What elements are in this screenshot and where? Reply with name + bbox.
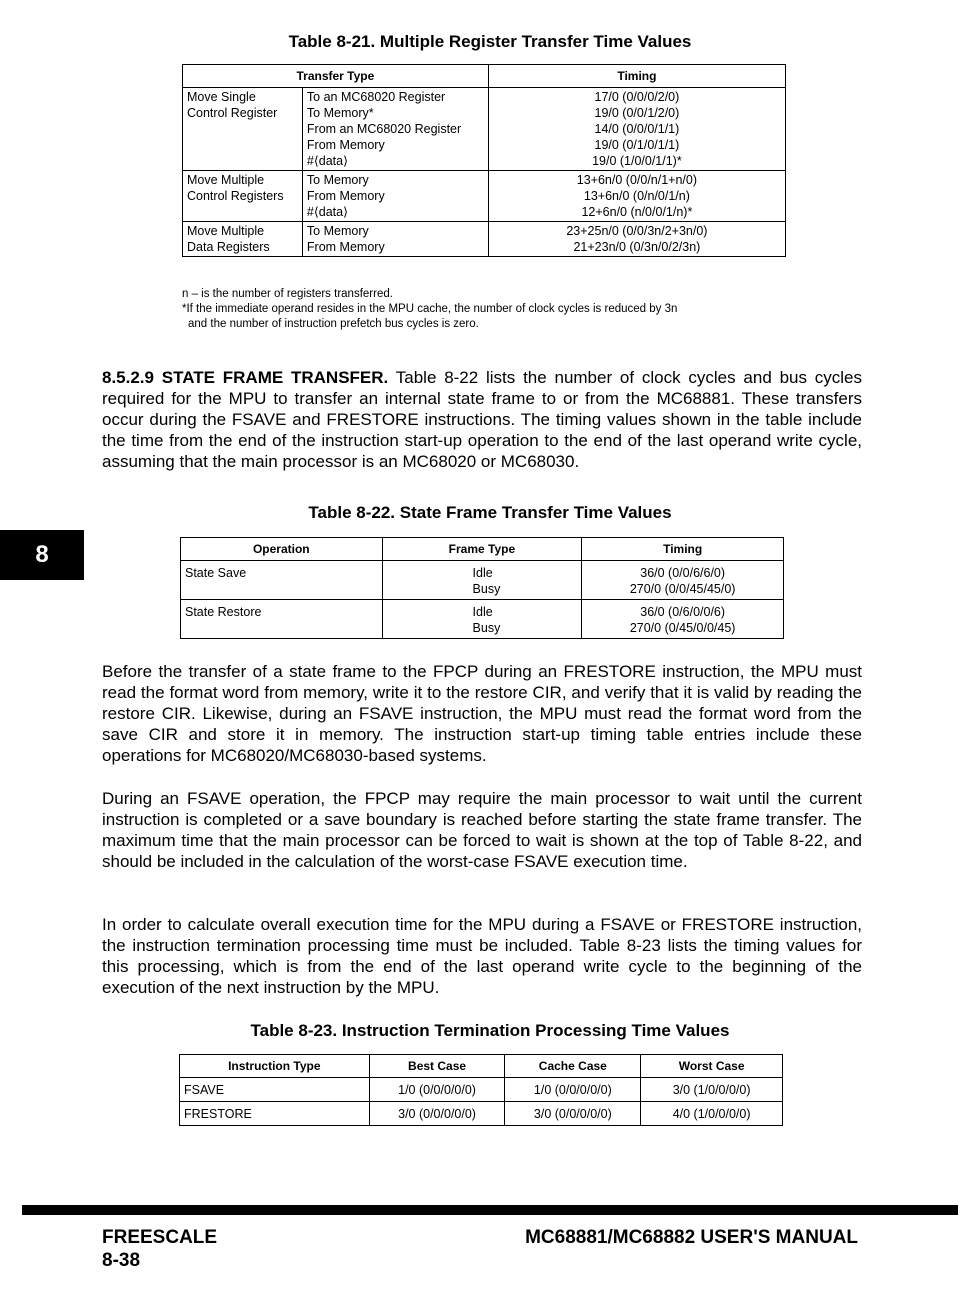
section-heading: 8.5.2.9 STATE FRAME TRANSFER. xyxy=(102,368,389,387)
note-line: *If the immediate operand resides in the MPU cache, the number of clock cycles is reduced by 3n xyxy=(182,303,678,315)
table-row xyxy=(181,561,784,600)
timing-line: 17/0 (0/0/0/2/0) xyxy=(594,90,680,104)
paragraph: In order to calculate overall execution time for the MPU during a FSAVE or FRESTORE instruction, the instruction termination processing time must be included. Table 8-23 lists the timing values for this processing, which is from the end of the last operand write cycle to the beginning of the execution of the next instruction by the MPU. xyxy=(102,915,862,997)
timing-line: 13+6n/0 (0/n/0/1/n) xyxy=(583,189,690,203)
table-21 xyxy=(182,64,786,257)
transfer-type-cell xyxy=(183,222,303,257)
timing-line: 270/0 (0/45/0/0/45) xyxy=(629,621,736,635)
frame-type-line: Busy xyxy=(472,621,501,635)
transfer-direction-line: From an MC68020 Register xyxy=(306,122,462,136)
transfer-direction-line: To Memory xyxy=(306,173,369,187)
transfer-type-line: Move Single xyxy=(187,90,256,104)
header-best-case: Best Case xyxy=(369,1055,505,1078)
transfer-type-cell xyxy=(183,171,303,222)
instruction-type-cell: FRESTORE xyxy=(180,1102,370,1126)
note-line: n – is the number of registers transferred. xyxy=(182,288,393,300)
transfer-type-line: Move Multiple xyxy=(187,173,265,187)
timing-line: 270/0 (0/0/45/45/0) xyxy=(629,582,736,596)
section-paragraph xyxy=(102,367,862,472)
transfer-direction-line: From Memory xyxy=(306,138,385,152)
header-instruction-type: Instruction Type xyxy=(180,1055,370,1078)
paragraph: During an FSAVE operation, the FPCP may require the main processor to wait until the current instruction is completed or a save boundary is reached before starting the state frame transfer. The maximum time that the main processor can be forced to wait is shown at the top of Table 8-22, and should be included in the calculation of the worst-case FSAVE execution time. xyxy=(102,789,862,871)
transfer-type-line: Control Register xyxy=(187,106,278,120)
header-transfer-type: Transfer Type xyxy=(183,65,489,88)
transfer-direction-line: From Memory xyxy=(306,189,385,203)
transfer-direction-line: To Memory xyxy=(306,224,369,238)
timing-cell xyxy=(582,600,784,639)
cache-case-cell: 1/0 (0/0/0/0/0) xyxy=(505,1078,641,1102)
transfer-type-line: Move Multiple xyxy=(187,224,265,238)
timing-line: 36/0 (0/6/0/0/6) xyxy=(640,605,726,619)
footer-rule xyxy=(22,1205,958,1215)
footer-brand: FREESCALE xyxy=(102,1227,218,1248)
table-row xyxy=(180,1102,783,1126)
frame-type-cell xyxy=(382,561,582,600)
footer-manual-title: MC68881/MC68882 USER'S MANUAL xyxy=(525,1227,858,1248)
header-cache-case: Cache Case xyxy=(505,1055,641,1078)
frame-type-line: Busy xyxy=(472,582,501,596)
table-row xyxy=(183,171,786,222)
footer-page-number: 8-38 xyxy=(102,1250,141,1271)
table-22-caption: Table 8-22. State Frame Transfer Time Values xyxy=(308,503,672,522)
transfer-direction-line: From Memory xyxy=(306,240,385,254)
timing-line: 19/0 (0/0/1/2/0) xyxy=(594,106,680,120)
timing-line: 19/0 (1/0/0/1/1)* xyxy=(592,154,682,168)
transfer-direction-line: To Memory* xyxy=(306,106,374,120)
worst-case-cell: 3/0 (1/0/0/0/0) xyxy=(641,1078,783,1102)
timing-line: 13+6n/0 (0/0/n/1+n/0) xyxy=(576,173,698,187)
table-21-caption: Table 8-21. Multiple Register Transfer Time Values xyxy=(288,32,692,51)
table-23-caption: Table 8-23. Instruction Termination Processing Time Values xyxy=(250,1021,730,1040)
chapter-tab-marker: 8 xyxy=(0,530,84,580)
transfer-direction-cell xyxy=(302,88,488,171)
header-frame-type: Frame Type xyxy=(382,538,582,561)
transfer-direction-cell xyxy=(302,171,488,222)
transfer-direction-line: #⟨data⟩ xyxy=(306,205,348,219)
operation-cell: State Save xyxy=(181,561,383,600)
frame-type-cell xyxy=(382,600,582,639)
paragraph: Before the transfer of a state frame to the FPCP during an FRESTORE instruction, the MPU must read the format word from memory, write it to the restore CIR, and verify that it is valid by reading the restore CIR. Likewise, during an FSAVE instruction, the MPU must read the format word from the save CIR and store it in memory. The instruction start-up timing table entries include these operations for MC68020/MC68030-based systems. xyxy=(102,662,862,765)
timing-cell xyxy=(582,561,784,600)
instruction-type-cell: FSAVE xyxy=(180,1078,370,1102)
frame-type-line: Idle xyxy=(472,566,493,580)
timing-line: 12+6n/0 (n/0/0/1/n)* xyxy=(581,205,693,219)
transfer-type-cell xyxy=(183,88,303,171)
table-21-notes xyxy=(182,287,802,332)
section-body: Table 8-22 lists the number of clock cycles and bus cycles required for the MPU to transfer an internal state frame to or from the MC68881. These transfers occur during the FSAVE and FRESTORE instructions. The timing values shown in the table include the time from the end of the instruction start-up operation to the end of the last operand write cycle, assuming that the main processor is an MC68020 or MC68030. xyxy=(102,368,863,471)
transfer-type-line: Data Registers xyxy=(187,240,270,254)
timing-cell xyxy=(488,171,785,222)
table-row xyxy=(183,222,786,257)
best-case-cell: 1/0 (0/0/0/0/0) xyxy=(369,1078,505,1102)
table-22 xyxy=(180,537,784,639)
worst-case-cell: 4/0 (1/0/0/0/0) xyxy=(641,1102,783,1126)
footer-left xyxy=(102,1226,217,1272)
transfer-type-line: Control Registers xyxy=(187,189,284,203)
operation-cell: State Restore xyxy=(181,600,383,639)
timing-cell xyxy=(488,88,785,171)
timing-line: 19/0 (0/1/0/1/1) xyxy=(594,138,680,152)
header-timing: Timing xyxy=(582,538,784,561)
table-23 xyxy=(179,1054,783,1126)
timing-line: 36/0 (0/0/6/6/0) xyxy=(640,566,726,580)
transfer-direction-line: #⟨data⟩ xyxy=(306,154,348,168)
timing-cell xyxy=(488,222,785,257)
best-case-cell: 3/0 (0/0/0/0/0) xyxy=(369,1102,505,1126)
header-timing: Timing xyxy=(488,65,785,88)
frame-type-line: Idle xyxy=(472,605,493,619)
timing-line: 23+25n/0 (0/0/3n/2+3n/0) xyxy=(566,224,708,238)
note-line: and the number of instruction prefetch bus cycles is zero. xyxy=(188,318,479,330)
header-worst-case: Worst Case xyxy=(641,1055,783,1078)
transfer-direction-line: To an MC68020 Register xyxy=(306,90,446,104)
timing-line: 14/0 (0/0/0/1/1) xyxy=(594,122,680,136)
cache-case-cell: 3/0 (0/0/0/0/0) xyxy=(505,1102,641,1126)
table-row xyxy=(183,88,786,171)
timing-line: 21+23n/0 (0/3n/0/2/3n) xyxy=(573,240,701,254)
transfer-direction-cell xyxy=(302,222,488,257)
header-operation: Operation xyxy=(181,538,383,561)
table-row xyxy=(181,600,784,639)
table-row xyxy=(180,1078,783,1102)
